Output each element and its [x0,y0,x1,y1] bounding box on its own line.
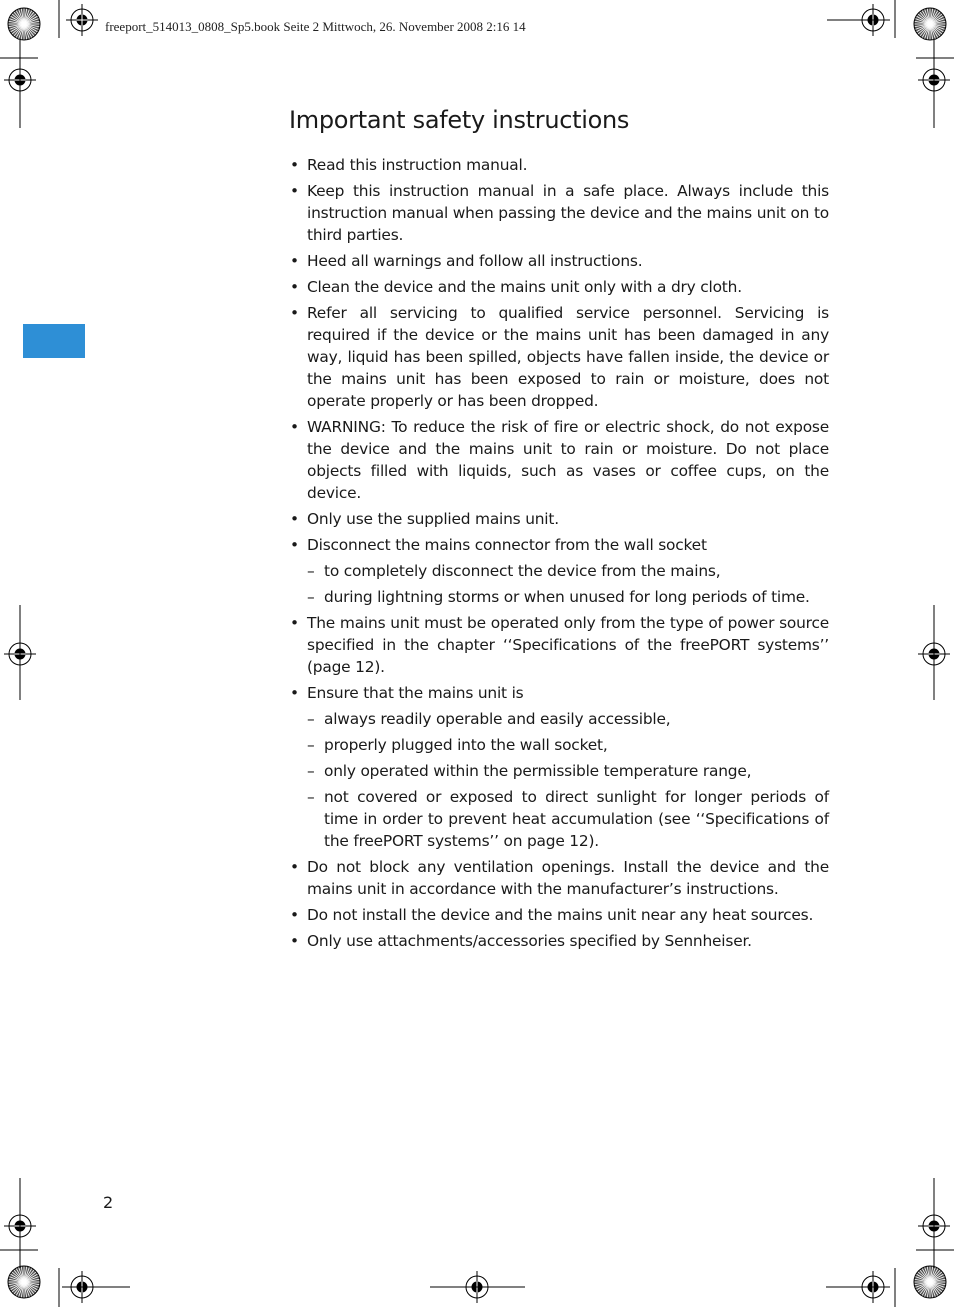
instruction-item [290,930,829,952]
instruction-item [290,856,829,900]
safety-instructions-list [290,154,829,956]
instruction-text: WARNING: To reduce the risk of fire or electric shock, do not expose the device and the mains unit to rain or moisture. Do not place objects filled with liquids, such as vases or coffee cups, on the device. [307,418,829,502]
instruction-subitem [290,734,829,756]
subitem-text: during lightning storms or when unused for long periods of time. [324,588,810,606]
instruction-item [290,154,829,176]
instruction-text: Heed all warnings and follow all instructions. [307,252,643,270]
instruction-text: Disconnect the mains connector from the wall socket [307,536,707,554]
section-tab [23,324,85,358]
instruction-item [290,904,829,926]
color-wheel-icon [8,8,40,40]
bullet-icon: • [290,858,299,876]
subitem-text: always readily operable and easily accessible, [324,710,671,728]
instruction-item [290,276,829,298]
instruction-text: Keep this instruction manual in a safe place. Always include this instruction manual when passing the device and the mains unit on to third parties. [307,182,829,244]
instruction-item [290,416,829,504]
subitem-text: to completely disconnect the device from the mains, [324,562,721,580]
dash-icon: – [307,788,315,806]
instruction-item [290,508,829,530]
subitem-text: properly plugged into the wall socket, [324,736,608,754]
instruction-text: Only use attachments/accessories specified by Sennheiser. [307,932,752,950]
instruction-subitem [290,786,829,852]
instruction-item [290,250,829,272]
instruction-text: The mains unit must be operated only from the type of power source specified in the chapter ‘‘Specifications of the freePORT systems’’ (page 12). [307,614,829,676]
bullet-icon: • [290,278,299,296]
page-number: 2 [103,1193,114,1212]
subitem-text: not covered or exposed to direct sunlight for longer periods of time in order to prevent heat accumulation (see ‘‘Specifications of the freePORT systems’’ on page 12). [324,788,829,850]
instruction-subitem [290,586,829,608]
bullet-icon: • [290,684,299,702]
bullet-icon: • [290,304,299,322]
page-title: Important safety instructions [289,106,630,134]
bullet-icon: • [290,932,299,950]
instruction-item [290,682,829,704]
instruction-text: Clean the device and the mains unit only with a dry cloth. [307,278,742,296]
instruction-item [290,180,829,246]
instruction-text: Do not install the device and the mains unit near any heat sources. [307,906,814,924]
registration-mark-icon [66,4,98,36]
bullet-icon: • [290,418,299,436]
instruction-item [290,612,829,678]
instruction-text: Ensure that the mains unit is [307,684,524,702]
bullet-icon: • [290,614,299,632]
instruction-text: Read this instruction manual. [307,156,528,174]
dash-icon: – [307,562,315,580]
color-wheel-icon [8,1266,40,1298]
print-header: freeport_514013_0808_Sp5.book Seite 2 Mittwoch, 26. November 2008 2:16 14 [105,19,526,34]
instruction-text: Refer all servicing to qualified service personnel. Servicing is required if the device or the mains unit has been damaged in any way, liquid has been spilled, objects have fallen inside, the device or the mains unit has been exposed to rain or moisture, does not operate properly or has been dropped. [307,304,829,410]
bullet-icon: • [290,182,299,200]
bullet-icon: • [290,156,299,174]
instruction-item [290,534,829,556]
instruction-subitem [290,760,829,782]
instruction-text: Only use the supplied mains unit. [307,510,559,528]
bullet-icon: • [290,906,299,924]
color-wheel-icon [914,8,946,40]
dash-icon: – [307,710,315,728]
instruction-text: Do not block any ventilation openings. Install the device and the mains unit in accordance with the manufacturer’s instructions. [307,858,829,898]
instruction-item [290,302,829,412]
instruction-subitem [290,708,829,730]
dash-icon: – [307,736,315,754]
bullet-icon: • [290,536,299,554]
dash-icon: – [307,762,315,780]
instruction-subitem [290,560,829,582]
color-wheel-icon [914,1266,946,1298]
subitem-text: only operated within the permissible temperature range, [324,762,752,780]
bullet-icon: • [290,510,299,528]
bullet-icon: • [290,252,299,270]
dash-icon: – [307,588,315,606]
